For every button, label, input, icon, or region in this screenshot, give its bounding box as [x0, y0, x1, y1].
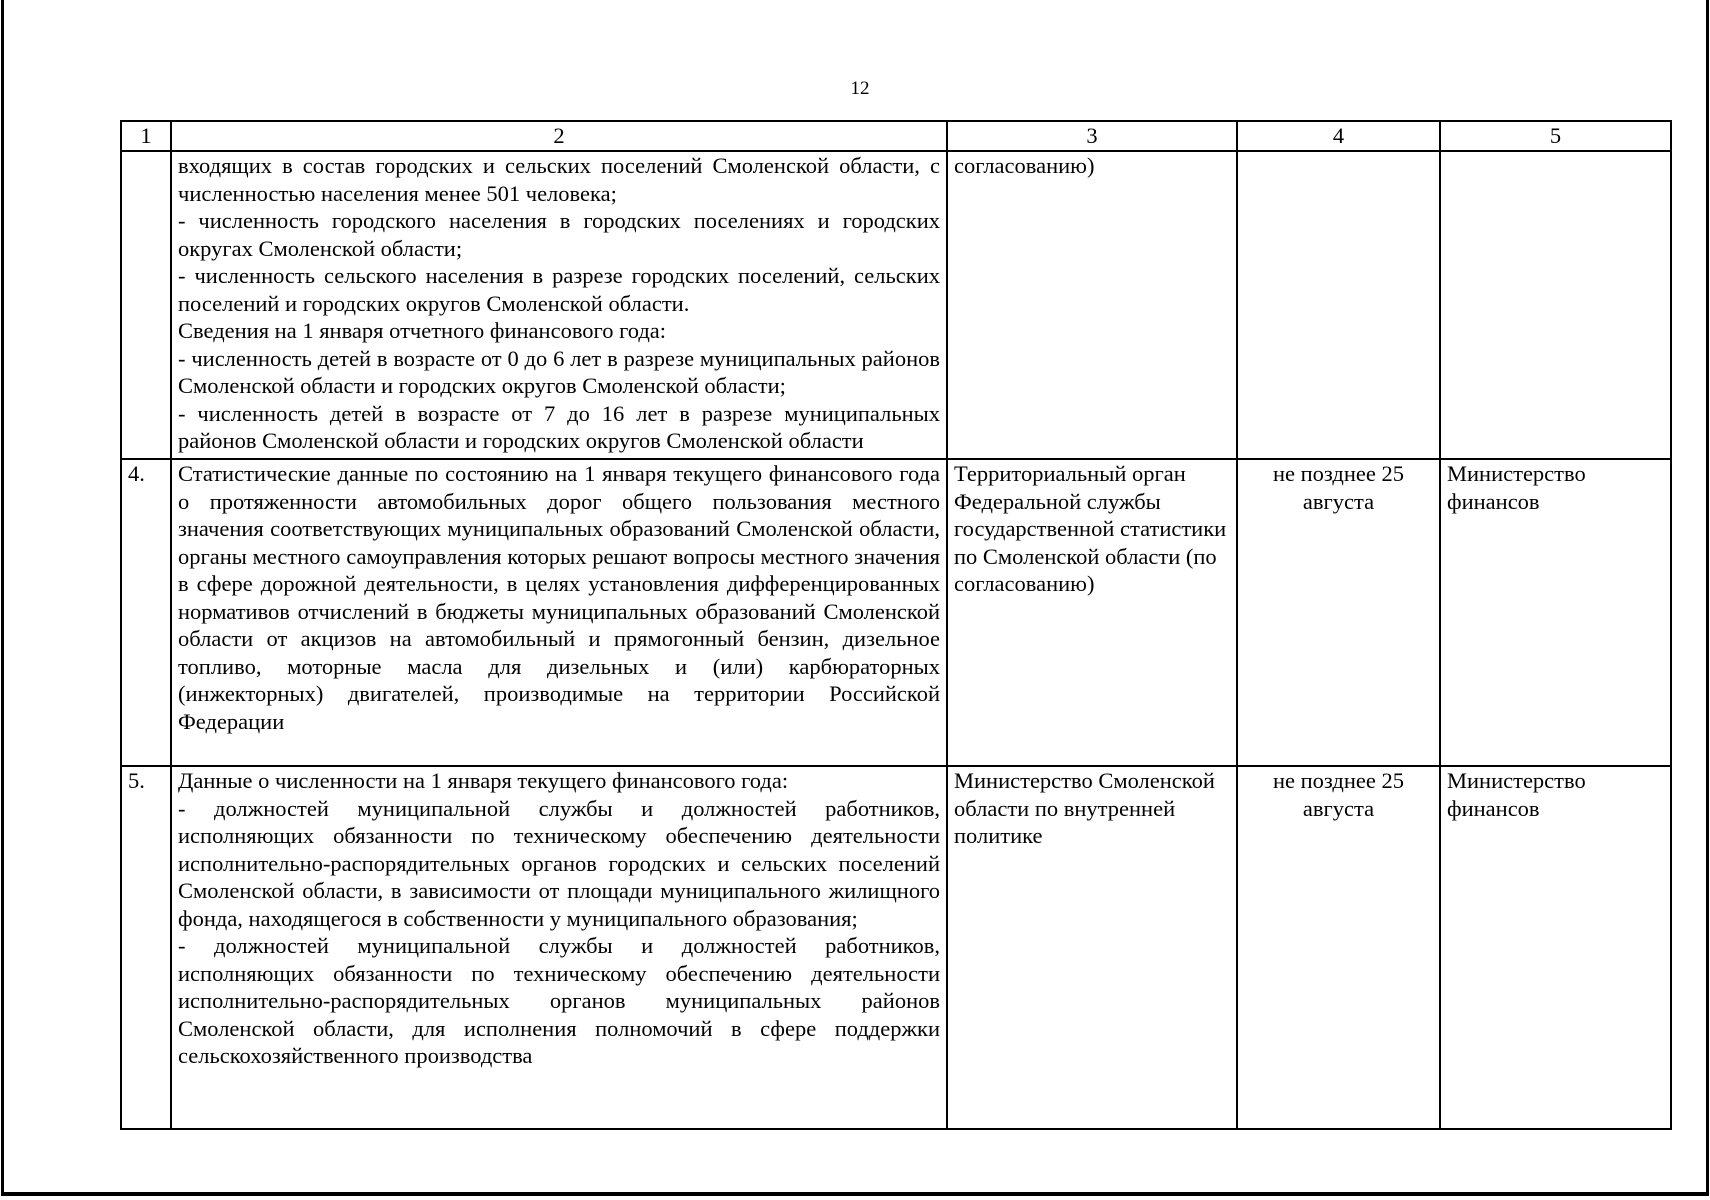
description-paragraph: - численность городского населения в городских поселениях и городских округах Смоленской области;	[178, 208, 940, 261]
row-number	[121, 151, 171, 459]
row-deadline	[1237, 151, 1440, 459]
column-header-2: 2	[171, 121, 947, 151]
row-source: Территориальный орган Федеральной службы государственной статистики по Смоленской области (по согласованию)	[947, 459, 1237, 766]
page-number: 12	[850, 78, 870, 99]
description-paragraph: - численность детей в возрасте от 0 до 6 лет в разрезе муниципальных районов Смоленской области и городских округов Смоленской области;	[178, 345, 940, 398]
description-paragraph: - должностей муниципальной службы и должностей работников, исполняющих обязанности по техническому обеспечению деятельности исполнительно-распорядительных органов муниципальных районов Смоленской области, для исполнения полномочий в сфере поддержки сельскохозяйственного производства	[178, 933, 940, 1068]
description-paragraph: - численность сельского населения в разрезе городских поселений, сельских поселений и городских округов Смоленской области.	[178, 263, 940, 316]
row-description	[171, 459, 947, 766]
column-header-5: 5	[1440, 121, 1671, 151]
table-header-row	[121, 121, 1671, 151]
row-number: 5.	[121, 766, 171, 1129]
description-paragraph: Статистические данные по состоянию на 1 января текущего финансового года о протяженности автомобильных дорог общего пользования местного значения соответствующих муниципальных образований Смоленской области, органы местного самоуправления которых решают вопросы местного значения в сфере дорожной деятельности, в целях установления дифференцированных нормативов отчислений в бюджеты муниципальных образований Смоленской области от акцизов на автомобильный и прямогонный бензин, дизельное топливо, моторные масла для дизельных и (или) карбюраторных (инжекторных) двигателей, производимые на территории Российской Федерации	[178, 461, 940, 734]
description-paragraph: - численность детей в возрасте от 7 до 16 лет в разрезе муниципальных районов Смоленской области и городских округов Смоленской области	[178, 400, 940, 453]
row-source: согласованию)	[947, 151, 1237, 459]
table-row	[121, 151, 1671, 459]
page-frame-bottom	[1, 1192, 1709, 1196]
data-sources-table	[120, 120, 1672, 1130]
row-number: 4.	[121, 459, 171, 766]
row-deadline: не позднее 25 августа	[1237, 766, 1440, 1129]
table-row	[121, 766, 1671, 1129]
column-header-4: 4	[1237, 121, 1440, 151]
description-paragraph: входящих в состав городских и сельских поселений Смоленской области, с численностью населения менее 501 человека;	[178, 153, 940, 206]
description-paragraph: Сведения на 1 января отчетного финансового года:	[178, 318, 667, 343]
column-header-3: 3	[947, 121, 1237, 151]
row-recipient: Министерство финансов	[1440, 766, 1671, 1129]
column-header-1: 1	[121, 121, 171, 151]
description-paragraph: - должностей муниципальной службы и должностей работников, исполняющих обязанности по техническому обеспечению деятельности исполнительно-распорядительных органов городских и сельских поселений Смоленской области, в зависимости от площади муниципального жилищного фонда, находящегося в собственности у муниципального образования;	[178, 795, 940, 931]
row-description	[171, 151, 947, 459]
page-frame-left	[1, 0, 4, 1193]
row-deadline: не позднее 25 августа	[1237, 459, 1440, 766]
table-row	[121, 459, 1671, 766]
page-frame-right	[1706, 0, 1709, 1193]
row-description	[171, 766, 947, 1129]
row-source: Министерство Смоленской области по внутренней политике	[947, 766, 1237, 1129]
description-paragraph: Данные о численности на 1 января текущего финансового года:	[178, 768, 789, 793]
row-recipient	[1440, 151, 1671, 459]
row-recipient: Министерство финансов	[1440, 459, 1671, 766]
